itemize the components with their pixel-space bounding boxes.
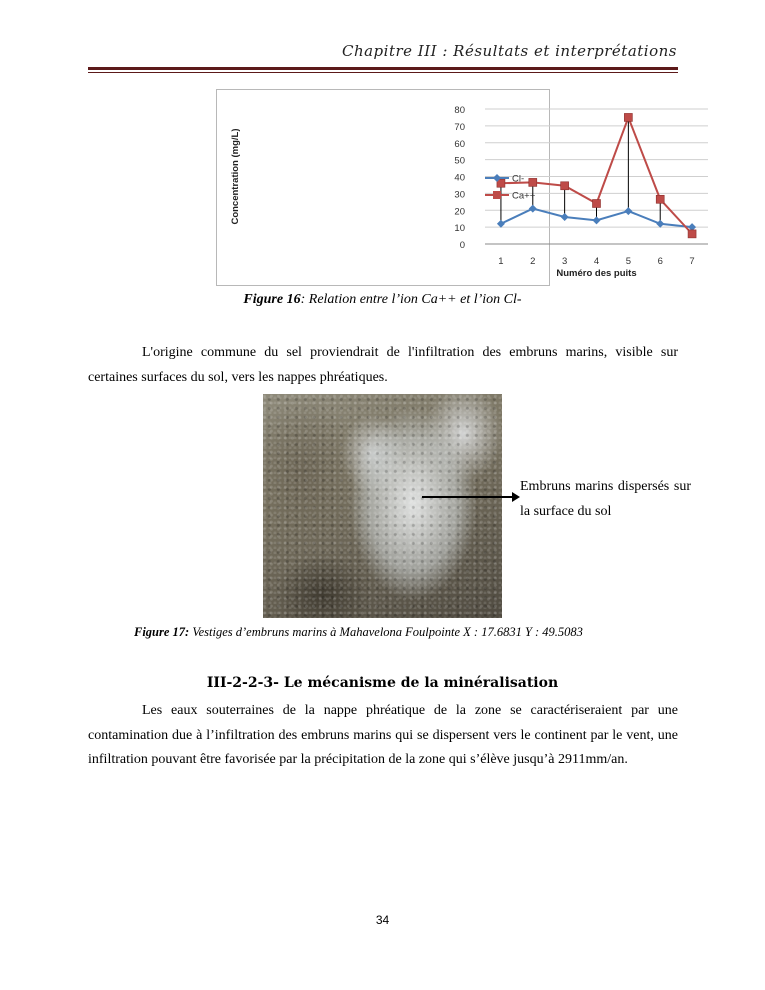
figure16-caption-text: : Relation entre l’ion Ca++ et l’ion Cl- — [300, 292, 522, 307]
y-tick-label: 80 — [454, 105, 465, 116]
x-tick-label: 3 — [561, 256, 568, 267]
header-rule-thick — [88, 67, 678, 70]
y-tick-label: 0 — [459, 240, 465, 251]
header-rule-thin — [88, 72, 678, 73]
photo-annotation: Embruns marins dispersés sur la surface du sol — [520, 479, 691, 519]
data-point-Cl- — [624, 207, 632, 215]
paragraph-origin — [88, 341, 678, 390]
paragraph-mechanism-text: Les eaux souterraines de la nappe phréatique de la zone se caractériseraient par une contamination due à l’infiltration des embruns marins qui se dispersent vers le continent par le vent, une infiltration pouvant être favorisée par la précipitation de la zone qui s’élève jusqu’à 2911mm/an. — [88, 703, 678, 767]
legend-label: Ca++ — [512, 190, 536, 202]
data-point-Ca++ — [529, 178, 537, 186]
y-tick-label: 10 — [454, 223, 465, 235]
data-point-Ca++ — [561, 182, 569, 190]
concentration-line-chart — [217, 90, 695, 285]
x-axis-label: Numéro des puits — [556, 268, 637, 279]
figure16-label: Figure 16 — [243, 292, 301, 307]
data-point-Cl- — [561, 213, 569, 221]
x-tick-label: 1 — [498, 256, 504, 267]
data-point-Cl- — [529, 205, 537, 213]
x-tick-label: 4 — [593, 256, 600, 267]
chapter-title: Chapitre III : Résultats et interprétations — [341, 42, 677, 60]
y-axis-label: Concentration (mg/L) — [230, 128, 241, 225]
legend-label: Cl- — [512, 173, 525, 185]
x-tick-label: 6 — [657, 256, 663, 267]
y-tick-label: 30 — [454, 189, 465, 201]
data-point-Ca++ — [688, 230, 696, 238]
y-tick-label: 40 — [454, 172, 465, 184]
y-tick-label: 20 — [454, 206, 465, 218]
data-point-Ca++ — [593, 200, 601, 208]
paragraph-origin-text: L'origine commune du sel proviendrait de l'infiltration des embruns marins, visible sur certaines surfaces du sol, vers les nappes phréatiques. — [88, 345, 678, 385]
data-point-Ca++ — [656, 195, 664, 203]
y-tick-label: 60 — [454, 138, 465, 150]
figure17-caption — [134, 625, 583, 640]
data-point-Ca++ — [624, 113, 632, 121]
data-point-Cl- — [656, 220, 664, 228]
figure17-label: Figure 17: — [134, 625, 190, 639]
section-title: III-2-2-3- Le mécanisme de la minéralisation — [206, 675, 559, 691]
paragraph-mechanism — [88, 699, 678, 773]
y-tick-label: 70 — [454, 121, 465, 133]
legend-marker-Ca++ — [493, 191, 501, 199]
sea-spray-photo — [263, 394, 502, 618]
annotation-arrow — [422, 496, 514, 498]
data-point-Cl- — [593, 216, 601, 224]
figure16-caption — [0, 292, 765, 308]
data-point-Cl- — [497, 220, 505, 228]
figure17-caption-text: Vestiges d’embruns marins à Mahavelona Foulpointe X : 17.6831 Y : 49.5083 — [189, 625, 583, 639]
figure16-chart — [216, 89, 695, 286]
x-tick-label: 7 — [689, 256, 695, 267]
x-tick-label: 5 — [625, 256, 632, 267]
page-number: 34 — [375, 913, 390, 927]
x-tick-label: 2 — [530, 256, 536, 267]
y-tick-label: 50 — [454, 155, 465, 167]
